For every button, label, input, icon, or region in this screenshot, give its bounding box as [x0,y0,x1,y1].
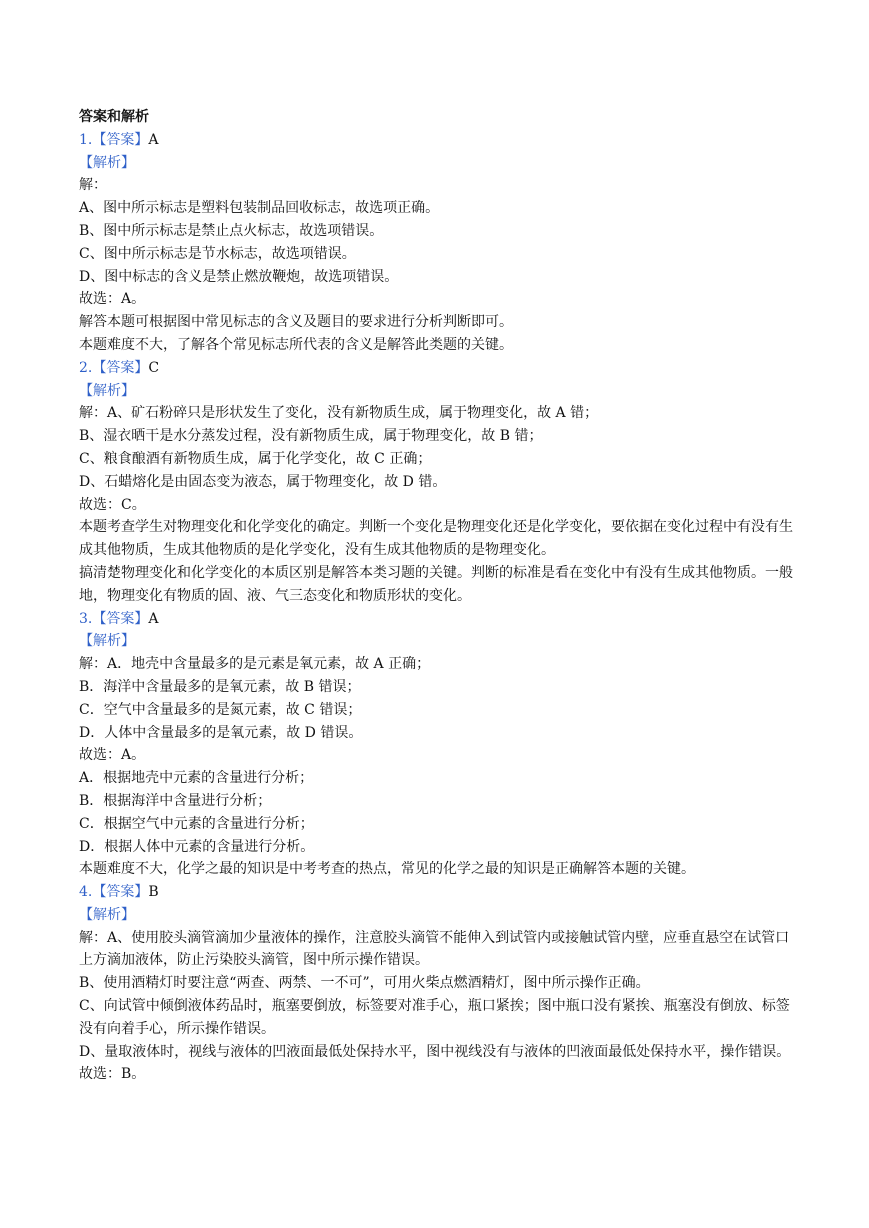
analysis-text: D．人体中含量最多的是氧元素，故 D 错误。 [79,724,363,741]
analysis-text: 本题考查学生对物理变化和化学变化的确定。判断一个变化是物理变化还是化学变化，要依据在变化过程中有没有生成其他物质，生成其他物质的是化学变化，没有生成其他物质的是物理变化。 [79,519,793,559]
analysis-text: D、石蜡熔化是由固态变为液态，属于物理变化，故 D 错。 [79,473,447,490]
analysis-text: B．根据海洋中含量进行分析； [79,792,272,809]
analysis-label: 【解析】 [79,154,135,171]
analysis-text: 解答本题可根据图中常见标志的含义及题目的要求进行分析判断即可。 [79,314,513,331]
answer-value: B [148,884,159,901]
analysis-text: 故选：A。 [79,747,146,764]
question-number: 1. [79,131,93,148]
answer-value: A [148,131,159,148]
answer-line [79,129,797,152]
answer-label: 【答案】 [92,884,149,901]
analysis-text: 本题难度不大，了解各个常见标志所代表的含义是解答此类题的关键。 [79,336,513,353]
analysis-text: C．空气中含量最多的是氮元素，故 C 错误； [79,701,362,718]
question-block [79,608,797,882]
analysis-text: C、粮食酿酒有新物质生成，属于化学变化，故 C 正确； [79,450,432,467]
analysis-text: D、量取液体时，视线与液体的凹液面最低处保持水平，图中视线没有与液体的凹液面最低处保持水平，操作错误。 [79,1043,791,1060]
analysis-text: 故选：C。 [79,496,146,513]
analysis-text: D．根据人体中元素的含量进行分析。 [79,838,315,855]
document-page [79,106,797,1086]
analysis-text: 解： [79,177,107,194]
answer-label: 【答案】 [92,131,149,148]
analysis-text: B、图中所示标志是禁止点火标志，故选项错误。 [79,222,384,239]
answer-line [79,881,797,904]
analysis-label: 【解析】 [79,633,135,650]
analysis-text: B、湿衣晒干是水分蒸发过程，没有新物质生成，属于物理变化，故 B 错； [79,428,543,445]
question-number: 3. [79,610,93,627]
question-block [79,881,797,1086]
analysis-text: D、图中标志的含义是禁止燃放鞭炮，故选项错误。 [79,268,399,285]
analysis-text: 解：A、使用胶头滴管滴加少量液体的操作，注意胶头滴管不能伸入到试管内或接触试管内壁，应垂直悬空在试管口上方滴加液体，防止污染胶头滴管，图中所示操作错误。 [79,929,790,969]
question-list [79,129,797,1086]
analysis-text: 解：A．地壳中含量最多的是元素是氧元素，故 A 正确； [79,656,431,673]
analysis-text: 故选：B。 [79,1066,146,1083]
answer-label: 【答案】 [92,610,149,627]
analysis-text: C．根据空气中元素的含量进行分析； [79,815,314,832]
analysis-text: 解：A、矿石粉碎只是形状发生了变化，没有新物质生成，属于物理变化，故 A 错； [79,405,599,422]
answer-label: 【答案】 [92,359,149,376]
answer-value: A [148,610,159,627]
question-number: 2. [79,359,93,376]
question-number: 4. [79,884,93,901]
answer-line [79,357,797,380]
analysis-text: B、使用酒精灯时要注意“两查、两禁、一不可”，可用火柴点燃酒精灯，图中所示操作正确。 [79,975,650,992]
answer-line [79,608,797,631]
page-title: 答案和解析 [79,109,149,125]
analysis-text: B．海洋中含量最多的是氧元素，故 B 错误； [79,678,361,695]
analysis-label: 【解析】 [79,906,135,923]
analysis-text: C、图中所示标志是节水标志，故选项错误。 [79,245,356,262]
analysis-text: 搞清楚物理变化和化学变化的本质区别是解答本类习题的关键。判断的标准是看在变化中有没有生成其他物质。一般地，物理变化有物质的固、液、气三态变化和物质形状的变化。 [79,564,793,604]
question-block [79,357,797,608]
answer-value: C [148,359,160,376]
analysis-text: 故选：A。 [79,291,146,308]
analysis-label: 【解析】 [79,382,135,399]
analysis-text: A．根据地壳中元素的含量进行分析； [79,770,314,787]
analysis-text: 本题难度不大，化学之最的知识是中考考查的热点，常见的化学之最的知识是正确解答本题的关键。 [79,861,695,878]
analysis-text: C、向试管中倾倒液体药品时，瓶塞要倒放，标签要对准手心，瓶口紧挨；图中瓶口没有紧挨、瓶塞没有倒放、标签没有向着手心，所示操作错误。 [79,998,790,1037]
question-block [79,129,797,357]
analysis-text: A、图中所示标志是塑料包装制品回收标志，故选项正确。 [79,200,440,217]
